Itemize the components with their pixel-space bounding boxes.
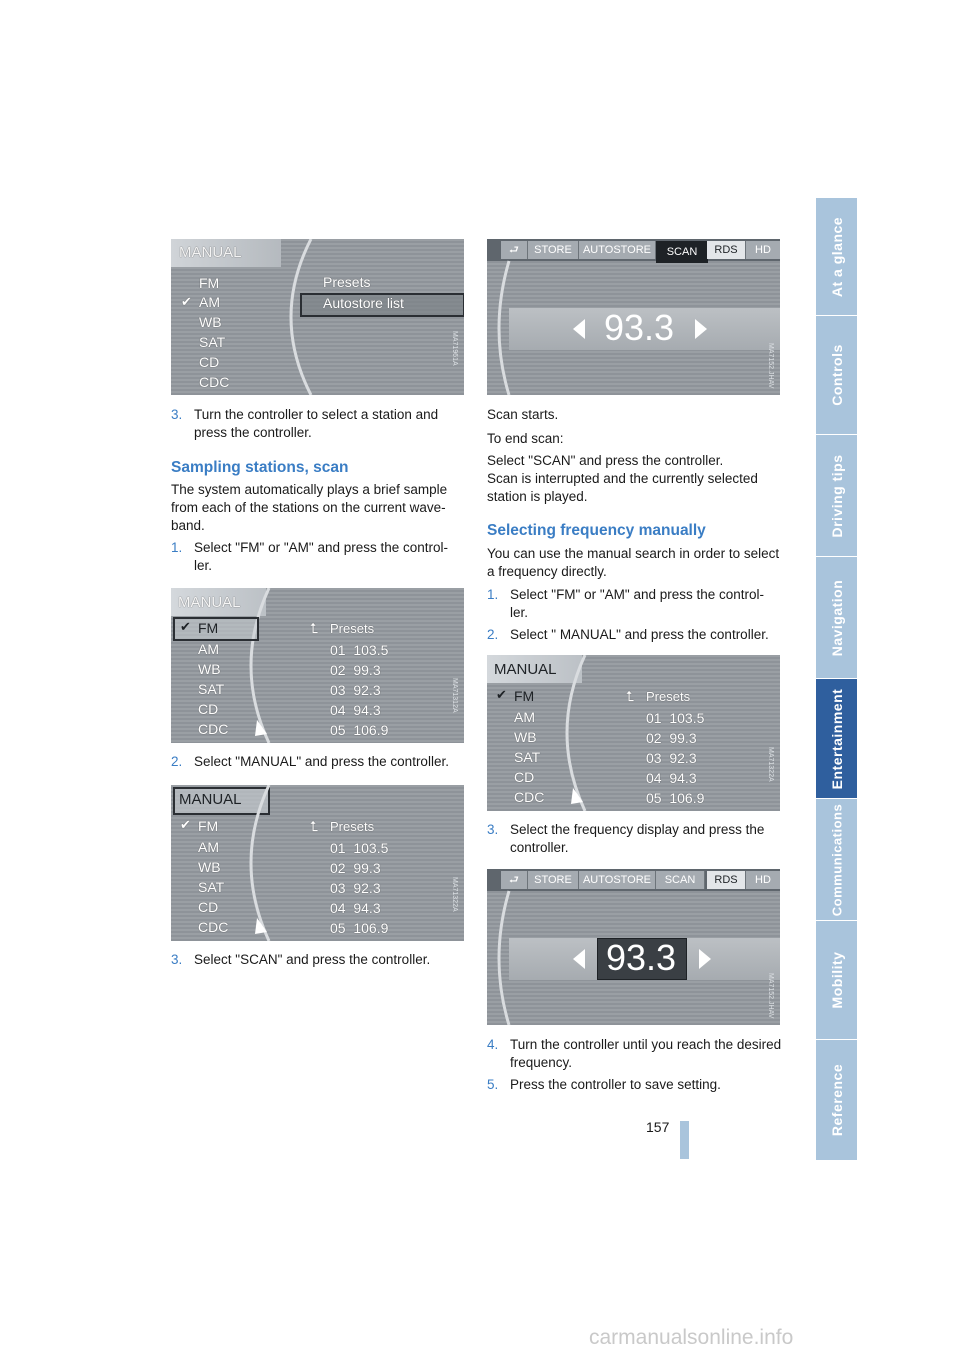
band-cdc[interactable]: CDC: [514, 789, 545, 805]
figure-tag: MA71322A: [451, 877, 458, 912]
preset-row-5[interactable]: 05 106.9: [646, 790, 705, 806]
presets-item[interactable]: Presets: [323, 274, 371, 290]
band-am[interactable]: AM: [198, 641, 219, 657]
band-fm[interactable]: FM: [199, 275, 220, 291]
presets-label: Presets: [330, 621, 375, 636]
prev-frequency-arrow-icon[interactable]: [565, 938, 595, 980]
band-wb[interactable]: WB: [198, 859, 221, 875]
band-cdc[interactable]: CDC: [199, 374, 230, 390]
preset-row-3[interactable]: 03 92.3: [330, 880, 381, 896]
tab-entertainment[interactable]: Entertainment: [816, 679, 857, 799]
toolbar-autostore[interactable]: AUTOSTORE: [579, 871, 656, 889]
preset-row-2[interactable]: 02 99.3: [330, 860, 381, 876]
step-4-turn-controller: 4. Turn the controller until you reach the desired frequency.: [487, 1037, 782, 1070]
tab-driving-tips[interactable]: Driving tips: [816, 435, 857, 557]
band-fm[interactable]: FM: [198, 620, 219, 636]
band-fm[interactable]: FM: [514, 688, 535, 704]
step-2-select-manual: 2. Select " MANUAL" and press the controller.: [487, 627, 769, 642]
back-button[interactable]: ⮐: [501, 241, 528, 259]
toolbar-rds[interactable]: RDS: [707, 241, 746, 259]
presets-label: Presets: [646, 689, 691, 704]
preset-row-5[interactable]: 05 106.9: [330, 920, 389, 936]
toolbar-hd[interactable]: HD: [746, 241, 780, 259]
check-icon: ✔: [180, 619, 191, 634]
frequency-display[interactable]: 93.3: [605, 937, 677, 978]
band-wb[interactable]: WB: [514, 729, 537, 745]
step-1-select-fm-am: 1. Select "FM" or "AM" and press the control-ler.: [487, 587, 765, 620]
tab-mobility[interactable]: Mobility: [816, 921, 857, 1040]
preset-row-4[interactable]: 04 94.3: [330, 900, 381, 916]
band-sat[interactable]: SAT: [198, 879, 225, 895]
check-icon: ✔: [181, 294, 192, 309]
paragraph-sampling-intro: The system automatically plays a brief sample from each of the stations on the current wave-band.: [171, 482, 448, 533]
preset-row-3[interactable]: 03 92.3: [646, 750, 697, 766]
paragraph-frequency-intro: You can use the manual search in order to select a frequency directly.: [487, 546, 780, 579]
step-2-select-manual: 2. Select "MANUAL" and press the controller.: [171, 754, 449, 769]
preset-row-4[interactable]: 04 94.3: [646, 770, 697, 786]
watermark: carmanualsonline.info: [589, 1326, 794, 1349]
band-cd[interactable]: CD: [198, 701, 219, 717]
toolbar-scan[interactable]: SCAN: [656, 871, 705, 889]
step-3-select-scan: 3. Select "SCAN" and press the controller.: [171, 952, 431, 967]
toolbar-scan[interactable]: SCAN: [656, 241, 708, 263]
band-sat[interactable]: SAT: [198, 681, 225, 697]
toolbar-store[interactable]: STORE: [528, 871, 579, 889]
text-end-scan-instructions: Select "SCAN" and press the controller. Scan is interrupted and the currently selected station is played.: [487, 453, 758, 504]
band-fm[interactable]: FM: [198, 818, 219, 834]
back-button[interactable]: ⮐: [501, 871, 528, 889]
screen-manual-menu: [171, 239, 464, 395]
tab-at-a-glance[interactable]: At a glance: [816, 198, 857, 316]
prev-frequency-arrow-icon[interactable]: [565, 308, 595, 350]
screen-presets-manual-right: [487, 655, 780, 811]
menu-header: MANUAL: [178, 594, 241, 611]
tab-reference[interactable]: Reference: [816, 1040, 857, 1161]
page-number: 157: [646, 1119, 670, 1135]
band-wb[interactable]: WB: [198, 661, 221, 677]
back-arrow-icon[interactable]: ⮤: [626, 688, 635, 704]
band-am[interactable]: AM: [199, 294, 220, 310]
toolbar-store[interactable]: STORE: [528, 241, 579, 259]
band-wb[interactable]: WB: [199, 314, 222, 330]
figure-tag: MA7152.JHAV: [767, 973, 774, 1019]
band-sat[interactable]: SAT: [199, 334, 226, 350]
preset-row-5[interactable]: 05 106.9: [330, 722, 389, 738]
toolbar-rds[interactable]: RDS: [707, 871, 746, 889]
menu-header: MANUAL: [179, 244, 242, 261]
menu-header[interactable]: MANUAL: [494, 661, 557, 678]
back-arrow-icon[interactable]: ⮤: [310, 620, 319, 636]
step-3-select-frequency-display: 3. Select the frequency display and press the controller.: [487, 822, 765, 855]
screen-frequency-selected: [487, 869, 780, 1025]
check-icon: ✔: [180, 817, 191, 832]
text-scan-starts: Scan starts.: [487, 407, 559, 422]
heading-sampling-stations: Sampling stations, scan: [171, 459, 349, 476]
tab-navigation[interactable]: Navigation: [816, 557, 857, 679]
band-am[interactable]: AM: [514, 709, 535, 725]
heading-selecting-frequency: Selecting frequency manually: [487, 522, 706, 539]
frequency-display[interactable]: 93.3: [603, 307, 675, 348]
band-cd[interactable]: CD: [514, 769, 535, 785]
preset-row-4[interactable]: 04 94.3: [330, 702, 381, 718]
screen-presets-fm: [171, 588, 464, 743]
toolbar-autostore[interactable]: AUTOSTORE: [579, 241, 656, 259]
next-frequency-arrow-icon[interactable]: [689, 938, 719, 980]
figure-tag: MA71312A: [451, 678, 458, 713]
figure-tag: MA71322A: [767, 747, 774, 782]
step-1-select-fm-am: 1. Select "FM" or "AM" and press the control-ler.: [171, 540, 449, 573]
band-cd[interactable]: CD: [199, 354, 220, 370]
step-3-turn-controller: 3. Turn the controller to select a station and press the controller.: [171, 407, 439, 440]
presets-label: Presets: [330, 819, 375, 834]
band-cdc[interactable]: CDC: [198, 919, 229, 935]
check-icon: ✔: [496, 687, 507, 702]
back-arrow-icon[interactable]: ⮤: [310, 818, 319, 834]
figure-tag: MA71961A: [451, 331, 458, 366]
next-frequency-arrow-icon[interactable]: [685, 308, 715, 350]
band-am[interactable]: AM: [198, 839, 219, 855]
preset-row-2[interactable]: 02 99.3: [646, 730, 697, 746]
text-to-end-scan: To end scan:: [487, 431, 564, 446]
autostore-list-item[interactable]: Autostore list: [323, 295, 404, 311]
preset-row-3[interactable]: 03 92.3: [330, 682, 381, 698]
menu-header[interactable]: MANUAL: [179, 791, 242, 808]
preset-row-1[interactable]: 01 103.5: [646, 710, 705, 726]
page-number-bar: [680, 1121, 689, 1159]
preset-row-1[interactable]: 01 103.5: [330, 840, 389, 856]
screen-frequency-scan: [487, 239, 780, 395]
toolbar-hd[interactable]: HD: [746, 871, 780, 889]
tab-communications[interactable]: Communications: [816, 799, 857, 921]
band-cdc[interactable]: CDC: [198, 721, 229, 737]
step-5-press-controller: 5. Press the controller to save setting.: [487, 1077, 721, 1092]
preset-row-2[interactable]: 02 99.3: [330, 662, 381, 678]
tab-controls[interactable]: Controls: [816, 316, 857, 435]
band-sat[interactable]: SAT: [514, 749, 541, 765]
band-cd[interactable]: CD: [198, 899, 219, 915]
screen-presets-manual: [171, 785, 464, 941]
preset-row-1[interactable]: 01 103.5: [330, 642, 389, 658]
figure-tag: MA7152.JHAV: [767, 343, 774, 389]
